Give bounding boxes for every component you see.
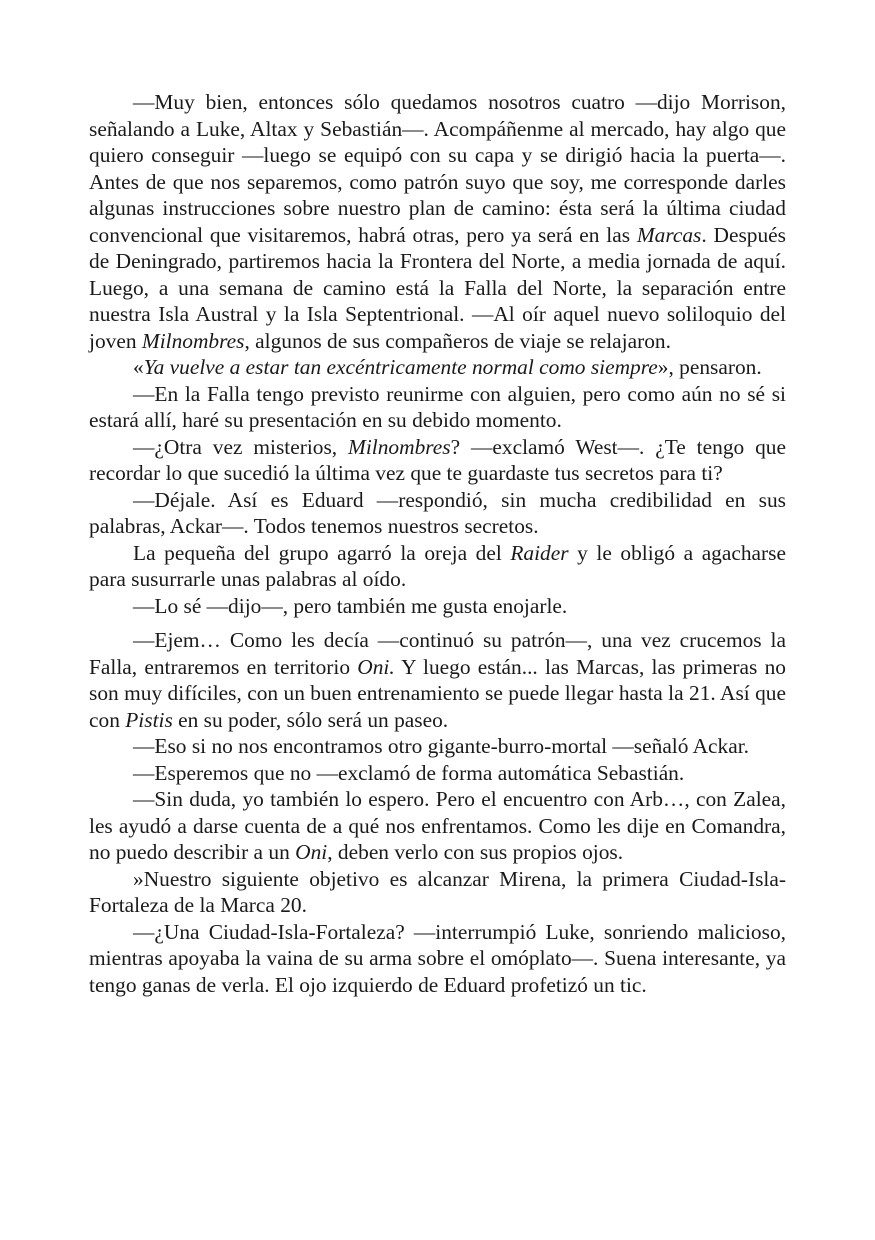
paragraph-11 [89, 786, 786, 866]
paragraph-12 [89, 866, 786, 919]
text-span: —Déjale. Así es Eduard —respondió, sin mucha credibilidad en sus palabras, Ackar—. Todos tenemos nuestros secretos. [89, 487, 786, 538]
paragraph-3 [89, 381, 786, 434]
text-span: La pequeña del grupo agarró la oreja del [133, 540, 511, 565]
italic-span: Oni. [357, 654, 395, 679]
italic-span: Marcas [636, 222, 702, 247]
text-span: . Después de Deningrado, partiremos hacia la Frontera del Norte, a media jornada de aquí. Luego, a una semana de camino está la Falla del Norte, la separación entre nuestra Isla Austral y la Isla Septentrional. —Al oír aquel nuevo soliloquio del joven [89, 222, 786, 353]
text-span: —Esperemos que no —exclamó de forma automática Sebastián. [133, 760, 685, 785]
text-span: ? —exclamó West—. ¿Te tengo que recordar lo que sucedió la última vez que te guardaste tus secretos para ti? [89, 434, 786, 485]
paragraph-2 [89, 354, 786, 381]
text-span: », pensaron. [657, 355, 762, 379]
text-span: —Muy bien, entonces sólo quedamos nosotros cuatro —dijo Morrison, señalando a Luke, Altax y Sebastián—. Acompáñenme al mercado, hay algo que quiero conseguir —luego se equipó con su capa y se dirigió hacia la puerta—. Antes de que nos separemos, como patrón suyo que soy, me corresponde darles algunas instrucciones sobre nuestro plan de camino: ésta será la última ciudad convencional que visitaremos, habrá otras, pero ya será en las [89, 90, 786, 247]
italic-span: Ya vuelve a estar tan excéntricamente normal como siempre [143, 355, 658, 379]
italic-span: Milnombres [141, 328, 245, 353]
paragraph-6 [89, 540, 786, 593]
text-span: —¿Otra vez misterios, [133, 434, 349, 459]
text-span: —Ejem… Como les decía —continuó su patrón—, una vez crucemos la Falla, entraremos en territorio [89, 628, 786, 679]
italic-span: Pistis [125, 707, 173, 732]
text-span: —Eso si no nos encontramos otro gigante-burro-mortal —señaló Ackar. [133, 734, 750, 758]
text-span: —¿Una Ciudad-Isla-Fortaleza? —interrumpió Luke, sonriendo malicioso, mientras apoyaba la vaina de su arma sobre el omóplato—. Suena interesante, ya tengo ganas de verla. El ojo izquierdo de Eduard profetizó un tic. [89, 919, 786, 997]
paragraph-10 [89, 760, 786, 787]
italic-span: Raider [510, 540, 569, 565]
text-span: —En la Falla tengo previsto reunirme con alguien, pero como aún no sé si estará allí, haré su presentación en su debido momento. [89, 381, 786, 432]
paragraph-4 [89, 434, 786, 487]
italic-span: Milnombres [348, 434, 451, 459]
text-span: , algunos de sus compañeros de viaje se relajaron. [244, 328, 671, 353]
paragraph-5 [89, 487, 786, 540]
paragraph-13 [89, 919, 786, 999]
book-page [89, 89, 786, 998]
text-span: y le obligó a agacharse para susurrarle unas palabras al oído. [89, 540, 786, 591]
text-span: —Lo sé —dijo—, pero también me gusta enojarle. [133, 593, 568, 618]
text-span: »Nuestro siguiente objetivo es alcanzar Mirena, la primera Ciudad-Isla-Fortaleza de la Marca 20. [89, 866, 786, 917]
paragraph-1 [89, 89, 786, 354]
paragraph-7 [89, 593, 786, 620]
text-span: Y luego están... las Marcas, las primeras no son muy difíciles, con un buen entrenamiento se puede llegar hasta la 21. Así que con [89, 654, 786, 732]
italic-span: Oni [295, 840, 328, 864]
paragraph-9 [89, 733, 786, 760]
text-span: « [133, 355, 144, 379]
paragraph-8 [89, 627, 786, 733]
text-span: en su poder, sólo será un paseo. [172, 707, 449, 732]
text-span: , deben verlo con sus propios ojos. [327, 840, 624, 864]
text-span: —Sin duda, yo también lo espero. Pero el encuentro con Arb…, con Zalea, les ayudó a darse cuenta de a qué nos enfrentamos. Como les dije en Comandra, no puedo describir a un [89, 787, 786, 864]
